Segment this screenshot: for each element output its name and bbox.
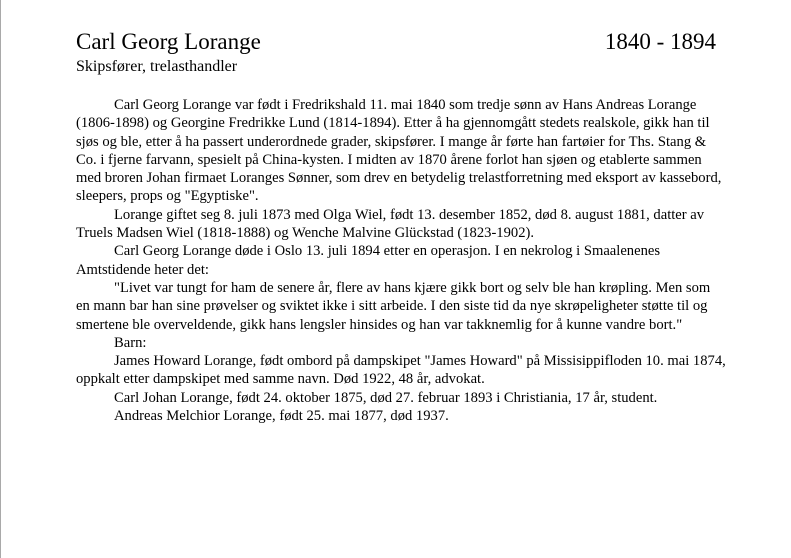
paragraph-child-james: James Howard Lorange, født ombord på dampskipet "James Howard" på Missisippifloden 10. mai 1874, oppkalt etter dampskipet med samme navn. Død 1922, 48 år, advokat.	[76, 353, 726, 388]
paragraph-death: Carl Georg Lorange døde i Oslo 13. juli 1894 etter en operasjon. I en nekrolog i Smaalenenes Amtstidende heter det:	[76, 243, 661, 278]
paragraph-child-andreas: Andreas Melchior Lorange, født 25. mai 1877, død 1937.	[114, 408, 449, 425]
paragraph-obituary-quote: "Livet var tungt for ham de senere år, flere av hans kjære gikk bort og selv ble han krøpling. Men som en mann bar han sine prøvelser og sviktet ikke i sitt arbeide. I den siste tid da nye skrøpeligheter støtte til og smertene ble overveldende, gikk hans lengsler hinsides og han var takknemlig for å kunne vandre bort."	[76, 279, 711, 333]
life-years: 1840 - 1894	[604, 29, 716, 54]
paragraph-biography: Carl Georg Lorange var født i Fredrikshald 11. mai 1840 som tredje sønn av Hans Andreas Lorange (1806-1898) og Georgine Fredrikke Lund (1814-1894). Etter å ha gjennomgått stedets realskole, gikk han til sjøs og ble, etter å ha passert underordnede grader, skipsfører. I mange år førte han fartøier for Ths. Stang & Co. i fjerne farvann, spesielt på China-kysten. I midten av 1870 årene forlot han sjøen og etablerte sammen med broren Johan firmaet Loranges Sønner, som drev en betydelig trelastforretning med eksport av kassebord, sleepers, props og "Egyptiske".	[76, 97, 722, 205]
person-name: Carl Georg Lorange	[76, 29, 261, 54]
occupation-subtitle: Skipsfører, trelasthandler	[76, 58, 238, 75]
document-header	[76, 28, 716, 56]
page-left-border	[0, 0, 1, 558]
biography-body	[76, 96, 726, 425]
paragraph-child-carl-johan: Carl Johan Lorange, født 24. oktober 1875, død 27. februar 1893 i Christiania, 17 år, student.	[114, 389, 658, 406]
paragraph-marriage: Lorange giftet seg 8. juli 1873 med Olga Wiel, født 13. desember 1852, død 8. august 1881, datter av Truels Madsen Wiel (1818-1888) og Wenche Malvine Glückstad (1823-1902).	[76, 206, 705, 242]
paragraph-children-heading: Barn:	[114, 334, 147, 351]
